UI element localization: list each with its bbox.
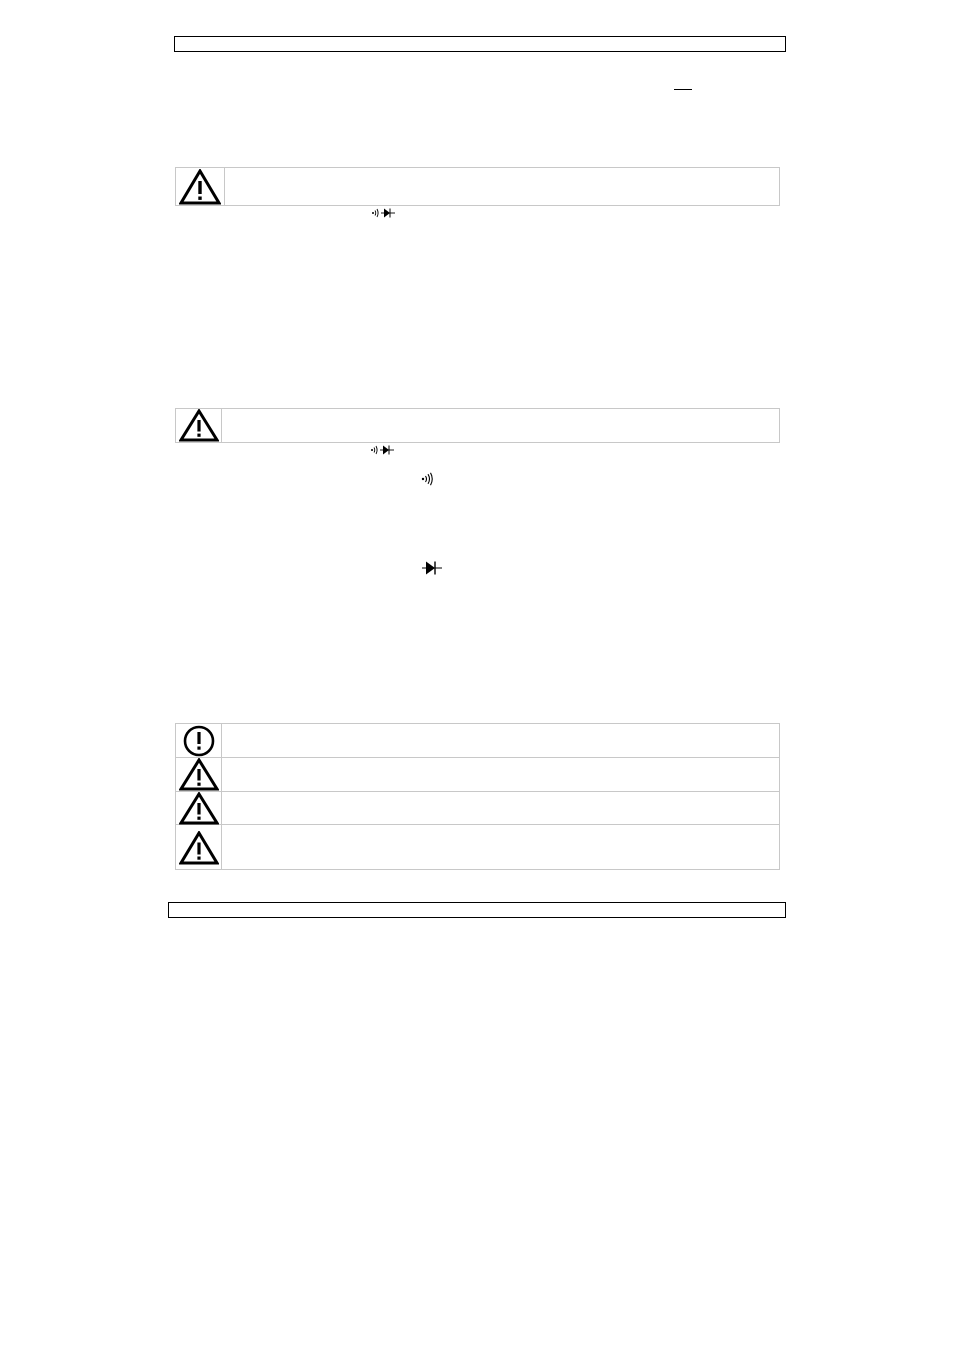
- warning-icon-cell: [176, 168, 225, 205]
- warning-box-2: [175, 408, 780, 443]
- warning-box-1: [175, 167, 780, 206]
- diode-icon: [381, 207, 395, 219]
- notice-text: [221, 758, 779, 791]
- overline-mark: [674, 89, 692, 90]
- continuity-diode-symbol-1: [371, 207, 395, 219]
- exclamation-circle-icon: [182, 725, 216, 757]
- warning-triangle-icon: [179, 409, 219, 442]
- warning-triangle-icon: [179, 169, 221, 205]
- diode-icon: [422, 560, 442, 576]
- warning-text: [224, 168, 779, 205]
- notice-text: [221, 792, 779, 824]
- continuity-icon: [421, 472, 434, 486]
- diode-symbol: [422, 560, 442, 576]
- page-header-box: [174, 36, 786, 52]
- continuity-symbol: [421, 472, 434, 486]
- notice-icon-cell: [176, 758, 222, 791]
- notice-row: [176, 792, 779, 825]
- notice-icon-cell: [176, 825, 222, 870]
- notice-row: [176, 758, 779, 792]
- notice-row: [176, 724, 779, 758]
- page-footer-box: [168, 902, 786, 918]
- warning-text: [221, 409, 779, 442]
- notice-row: [176, 825, 779, 870]
- continuity-icon: [370, 444, 380, 456]
- continuity-icon: [371, 207, 381, 219]
- warning-triangle-icon: [179, 792, 219, 825]
- warning-icon-cell: [176, 409, 222, 442]
- continuity-diode-symbol-2: [370, 444, 394, 456]
- warning-triangle-icon: [179, 758, 219, 791]
- warning-triangle-icon: [179, 831, 219, 865]
- notice-stack: [175, 723, 780, 870]
- notice-icon-cell: [176, 792, 222, 824]
- diode-icon: [380, 444, 394, 456]
- notice-icon-cell: [176, 724, 222, 757]
- notice-text: [221, 825, 779, 870]
- notice-text: [221, 724, 779, 757]
